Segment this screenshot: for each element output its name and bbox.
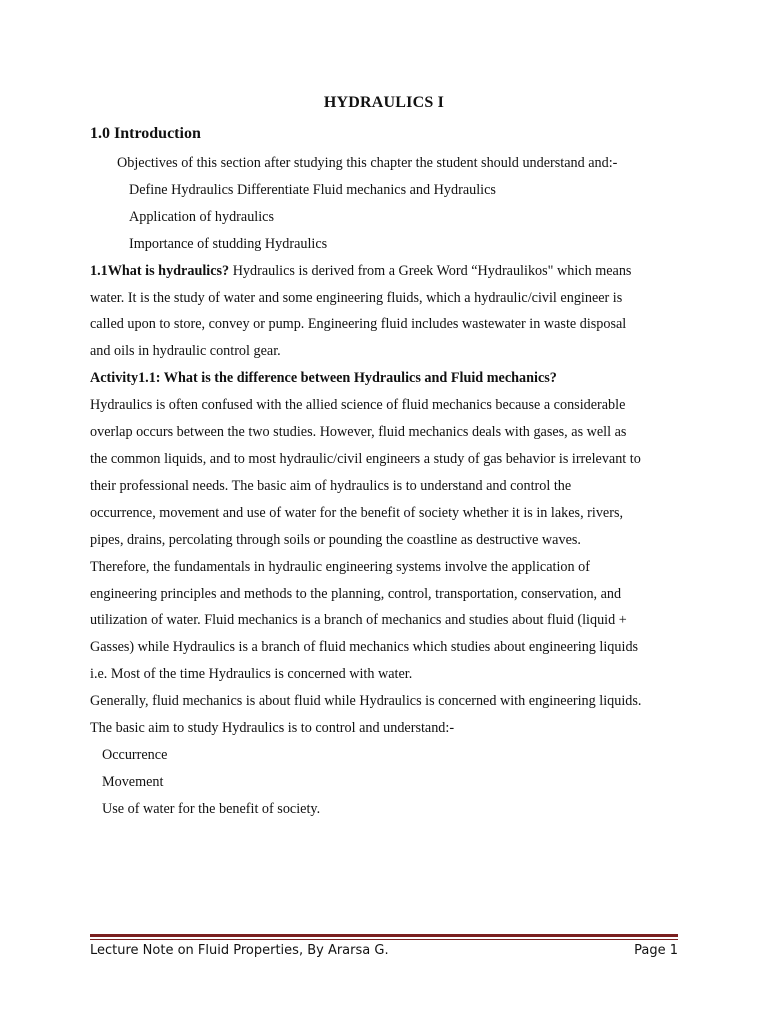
aim-text: Movement — [102, 773, 164, 790]
activity-line: the common liquids, and to most hydraulic/civil engineers a study of gas behavior is irrelevant to — [90, 450, 641, 467]
document-title: HYDRAULICS I — [323, 94, 445, 111]
what-is-line: water. It is the study of water and some engineering fluids, which a hydraulic/civil engineer is — [90, 289, 623, 306]
what-is-line: called upon to store, convey or pump. Engineering fluid includes wastewater in waste disposal — [90, 316, 627, 333]
objective-item — [90, 231, 686, 258]
activity-line: overlap occurs between the two studies. However, fluid mechanics deals with gases, as well as — [90, 424, 627, 441]
activity-line: pipes, drains, percolating through soils or pounding the coastline as destructive waves. — [90, 531, 581, 548]
activity-line: Hydraulics is often confused with the allied science of fluid mechanics because a considerable — [90, 397, 626, 414]
activity-line: Gasses) while Hydraulics is a branch of fluid mechanics which studies about engineering liquids — [90, 639, 639, 656]
section-heading: 1.0 Introduction — [90, 125, 201, 142]
what-is-line — [90, 258, 686, 285]
objective-item — [90, 177, 686, 204]
activity-heading: Activity1.1: What is the difference between Hydraulics and Fluid mechanics? — [90, 370, 557, 387]
activity-line: The basic aim to study Hydraulics is to control and understand:- — [90, 720, 455, 737]
objective-text: Define Hydraulics Differentiate Fluid mechanics and Hydraulics — [129, 181, 496, 198]
objectives-intro: Objectives of this section after studying this chapter the student should understand and:- — [117, 155, 618, 171]
page-number: Page 1 — [634, 943, 678, 958]
activity-line: occurrence, movement and use of water for the benefit of society whether it is in lakes, rivers, — [90, 504, 624, 521]
objective-text: Importance of studding Hydraulics — [129, 235, 328, 252]
activity-line: Therefore, the fundamentals in hydraulic engineering systems involve the application of — [90, 558, 590, 575]
aim-text: Use of water for the benefit of society. — [102, 800, 321, 817]
footer-rule-thin — [90, 939, 678, 940]
activity-line: Generally, fluid mechanics is about fluid while Hydraulics is concerned with engineering liquids. — [90, 693, 642, 710]
activity-line: engineering principles and methods to the planning, control, transportation, conservation, and — [90, 585, 622, 602]
objective-text: Application of hydraulics — [129, 208, 274, 225]
what-is-line: and oils in hydraulic control gear. — [90, 343, 281, 360]
aim-item — [90, 796, 686, 823]
aim-item — [90, 769, 686, 796]
what-is-label: 1.1What is hydraulics? — [90, 262, 230, 279]
activity-line: i.e. Most of the time Hydraulics is concerned with water. — [90, 666, 413, 683]
what-is-text: Hydraulics is derived from a Greek Word “Hydraulikos" which means — [229, 262, 632, 279]
body-text — [90, 150, 686, 823]
objective-item — [90, 204, 686, 231]
activity-line: utilization of water. Fluid mechanics is a branch of mechanics and studies about fluid (liquid + — [90, 612, 627, 629]
footer-text: Lecture Note on Fluid Properties, By Ararsa G. — [90, 943, 389, 958]
footer-rule — [90, 934, 678, 937]
activity-line: their professional needs. The basic aim of hydraulics is to understand and control the — [90, 477, 572, 494]
aim-text: Occurrence — [102, 746, 168, 763]
aim-item — [90, 742, 686, 769]
